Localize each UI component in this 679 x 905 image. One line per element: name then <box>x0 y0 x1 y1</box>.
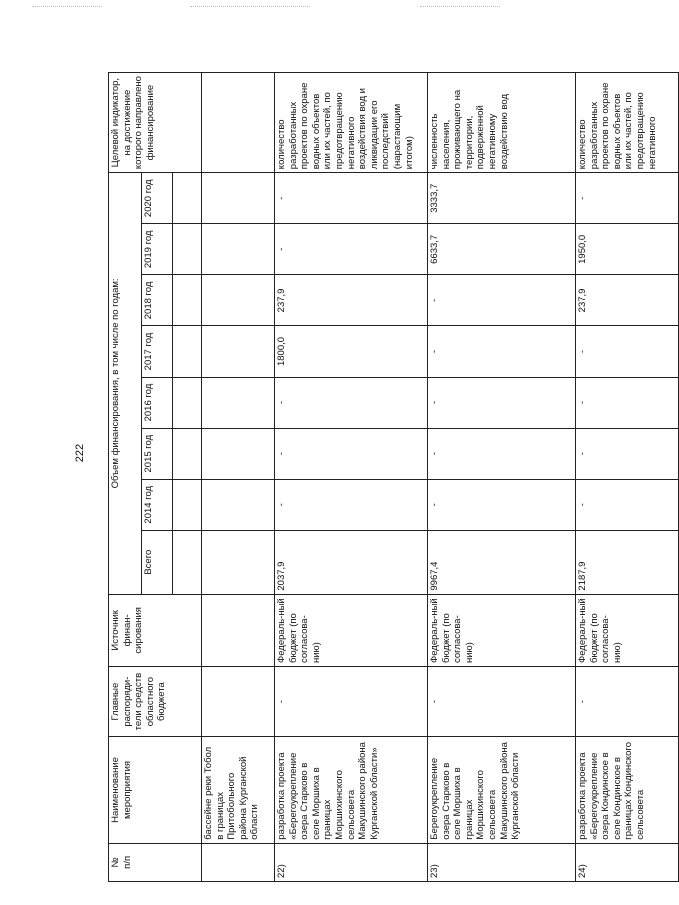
row-source: Федераль-ный бюджет (по согласова-нию) <box>275 594 428 666</box>
row-manager: - <box>576 667 679 737</box>
row-year-value: 237,9 <box>576 275 679 326</box>
row-year-value: - <box>275 479 428 530</box>
row-year-value <box>202 479 275 530</box>
row-num: 22) <box>275 843 428 881</box>
header-spacer <box>173 224 202 275</box>
header-num: № п/п <box>109 843 202 881</box>
row-name: бассейне реки Тобол в границах Притобольного района Курганской области <box>202 737 275 843</box>
table-row <box>275 73 428 882</box>
row-year-value: - <box>576 173 679 224</box>
row-year-value <box>202 173 275 224</box>
row-year-value <box>202 275 275 326</box>
row-total: 9967,4 <box>428 530 576 594</box>
scan-mark <box>190 6 310 9</box>
row-year-value <box>202 377 275 428</box>
header-spacer <box>173 530 202 594</box>
financing-table <box>108 72 679 882</box>
header-year: 2016 год <box>142 377 173 428</box>
row-year-value: - <box>428 326 576 377</box>
row-year-value <box>202 224 275 275</box>
row-year-value: 6633,7 <box>428 224 576 275</box>
row-indicator: количество разработанных проектов по охране водных объектов или их частей, по предотвращению негативного воздействия вод и ликвидации его последствий (нарастающим итогом) <box>275 73 428 173</box>
header-spacer <box>173 428 202 479</box>
row-manager: - <box>275 667 428 737</box>
rotated-table-container <box>108 72 658 882</box>
row-year-value <box>202 428 275 479</box>
scan-mark <box>420 6 500 9</box>
row-year-value: - <box>428 275 576 326</box>
header-spacer <box>173 173 202 224</box>
header-year: 2019 год <box>142 224 173 275</box>
header-name: Наименование мероприятия <box>109 737 202 843</box>
header-year: 2020 год <box>142 173 173 224</box>
row-year-value: - <box>428 479 576 530</box>
row-total: 2037,9 <box>275 530 428 594</box>
row-manager: - <box>428 667 576 737</box>
header-year: 2017 год <box>142 326 173 377</box>
row-name: разработка проекта «Берегоукрепление озера Старково в селе Моршиха в границах Моршихинского сельсовета Макушинского района Курганской области» <box>275 737 428 843</box>
row-num: 24) <box>576 843 679 881</box>
row-source <box>202 594 275 666</box>
header-total: Всего <box>142 530 173 594</box>
row-total: 2187,9 <box>576 530 679 594</box>
header-source: Источник финан-сирования <box>109 594 202 666</box>
row-year-value: - <box>576 428 679 479</box>
header-volume-group: Объем финансирования, в том числе по годам: <box>109 173 142 594</box>
row-year-value: 3333,7 <box>428 173 576 224</box>
row-name: Берегоукрепление озера Старково в селе Моршиха в границах Моршихинского сельсовета Макушинского района Курганской области <box>428 737 576 843</box>
header-spacer <box>173 479 202 530</box>
header-row <box>109 73 142 882</box>
header-year: 2018 год <box>142 275 173 326</box>
row-num: 23) <box>428 843 576 881</box>
row-year-value: - <box>576 377 679 428</box>
row-year-value <box>202 326 275 377</box>
header-spacer <box>173 326 202 377</box>
row-num <box>202 843 275 881</box>
table-row <box>428 73 576 882</box>
row-year-value: 237,9 <box>275 275 428 326</box>
row-indicator <box>202 73 275 173</box>
header-year: 2015 год <box>142 428 173 479</box>
row-manager <box>202 667 275 737</box>
row-year-value: 1950,0 <box>576 224 679 275</box>
header-managers: Главные распоряди-тели средств областного бюджета <box>109 667 202 737</box>
row-year-value: - <box>428 428 576 479</box>
page-number: 222 <box>74 443 86 463</box>
row-year-value: - <box>576 479 679 530</box>
header-spacer <box>173 275 202 326</box>
table-row <box>576 73 679 882</box>
table-row <box>202 73 275 882</box>
row-year-value: - <box>275 224 428 275</box>
row-year-value: - <box>275 173 428 224</box>
scan-mark <box>32 6 102 9</box>
header-year: 2014 год <box>142 479 173 530</box>
header-spacer <box>173 377 202 428</box>
row-year-value: 1800,0 <box>275 326 428 377</box>
row-indicator: количество разработанных проектов по охране водных объектов или их частей, по предотвращению негативного <box>576 73 679 173</box>
row-source: Федераль-ный бюджет (по согласова-нию) <box>428 594 576 666</box>
row-source: Федераль-ный бюджет (по согласова-нию) <box>576 594 679 666</box>
row-year-value: - <box>576 326 679 377</box>
row-year-value: - <box>275 428 428 479</box>
row-total <box>202 530 275 594</box>
row-indicator: численность населения, проживающего на территории, подверженной негативному воздействию вод <box>428 73 576 173</box>
header-indicator: Целевой индикатор, на достижение которого направлено финансирование <box>109 73 202 173</box>
row-name: разработка проекта «Берегоукрепление озера Кондинское в селе Кондинское в границах Кондинского сельсовета <box>576 737 679 843</box>
row-year-value: - <box>428 377 576 428</box>
row-year-value: - <box>275 377 428 428</box>
